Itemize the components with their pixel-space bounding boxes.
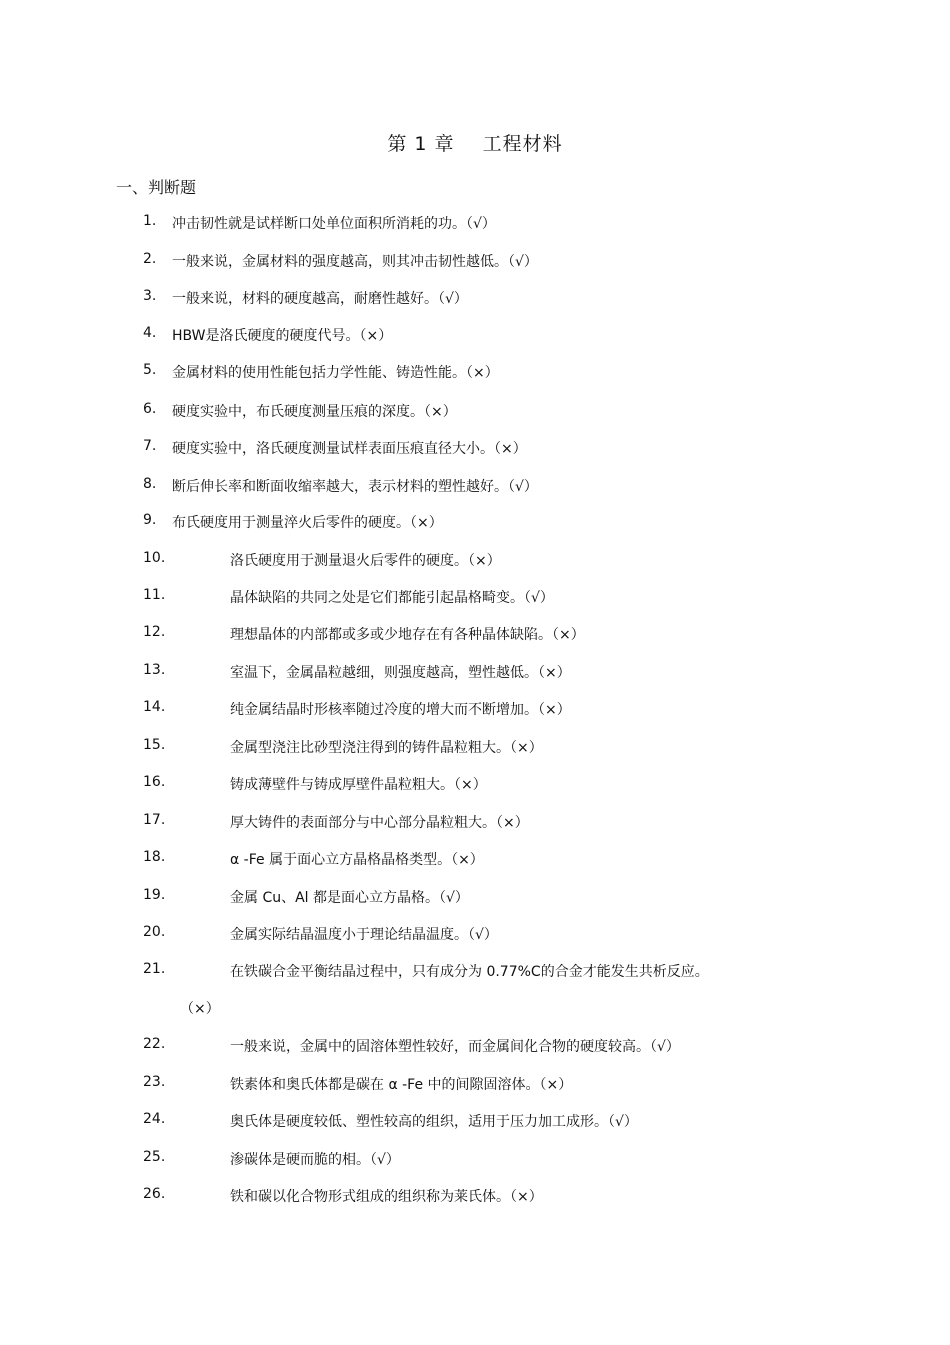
question-text: 一般来说，材料的硬度越高，耐磨性越好。（√） — [172, 291, 468, 307]
question-text: 铁素体和奥氏体都是碳在 α -Fe 中的间隙固溶体。（×） — [230, 1077, 573, 1093]
question-number: 11. — [143, 587, 166, 603]
question-number: 9. — [143, 512, 157, 528]
question-text: 奥氏体是硬度较低、塑性较高的组织，适用于压力加工成形。（√） — [230, 1114, 638, 1130]
question-number: 22. — [143, 1036, 166, 1052]
question-number: 21. — [143, 961, 166, 977]
question-text: 金属 Cu、Al 都是面心立方晶格。（√） — [230, 890, 469, 906]
question-text: 厚大铸件的表面部分与中心部分晶粒粗大。（×） — [230, 815, 529, 831]
question-number: 15. — [143, 737, 166, 753]
question-number: 13. — [143, 662, 166, 678]
question-number: 25. — [143, 1149, 166, 1165]
question-text: 室温下，金属晶粒越细，则强度越高，塑性越低。（×） — [230, 665, 571, 681]
question-number: 17. — [143, 812, 166, 828]
question-number: 19. — [143, 887, 166, 903]
question-number: 23. — [143, 1074, 166, 1090]
question-text: 洛氏硬度用于测量退火后零件的硬度。（×） — [230, 553, 501, 569]
question-number: 16. — [143, 774, 166, 790]
question-text: α -Fe 属于面心立方晶格晶格类型。（×） — [230, 852, 484, 868]
chapter-title: 第 1 章 工程材料 — [387, 133, 563, 155]
question-number: 18. — [143, 849, 166, 865]
question-number: 4. — [143, 325, 157, 341]
question-text: 渗碳体是硬而脆的相。（√） — [230, 1152, 400, 1168]
question-text: 金属材料的使用性能包括力学性能、铸造性能。（×） — [172, 365, 499, 381]
question-number: 12. — [143, 624, 166, 640]
question-text: 在铁碳合金平衡结晶过程中，只有成分为 0.77%C的合金才能发生共析反应。 — [230, 964, 709, 980]
question-text: 硬度实验中，布氏硬度测量压痕的深度。（×） — [172, 404, 457, 420]
question-text: HBW是洛氏硬度的硬度代号。（×） — [172, 328, 393, 344]
section-heading: 一、判断题 — [116, 178, 197, 197]
question-number: 3. — [143, 288, 157, 304]
question-text: 硬度实验中，洛氏硬度测量试样表面压痕直径大小。（×） — [172, 441, 527, 457]
question-number: 24. — [143, 1111, 166, 1127]
question-number: 7. — [143, 438, 157, 454]
question-text: 一般来说，金属中的固溶体塑性较好，而金属间化合物的硬度较高。（√） — [230, 1039, 680, 1055]
question-text: 晶体缺陷的共同之处是它们都能引起晶格畸变。（√） — [230, 590, 554, 606]
question-text: 理想晶体的内部都或多或少地存在有各种晶体缺陷。（×） — [230, 627, 585, 643]
question-number: 1. — [143, 213, 157, 229]
question-number: 26. — [143, 1186, 166, 1202]
question-number: 5. — [143, 362, 157, 378]
question-text: 金属型浇注比砂型浇注得到的铸件晶粒粗大。（×） — [230, 740, 543, 756]
question-number: 10. — [143, 550, 166, 566]
question-text: 铸成薄壁件与铸成厚壁件晶粒粗大。（×） — [230, 777, 487, 793]
question-number: 2. — [143, 251, 157, 267]
question-text: 断后伸长率和断面收缩率越大，表示材料的塑性越好。（√） — [172, 479, 538, 495]
question-number: 8. — [143, 476, 157, 492]
question-text: 铁和碳以化合物形式组成的组织称为莱氏体。（×） — [230, 1189, 543, 1205]
question-number: 20. — [143, 924, 166, 940]
question-number: 6. — [143, 401, 157, 417]
question-text: 一般来说，金属材料的强度越高，则其冲击韧性越低。（√） — [172, 254, 538, 270]
question-text: 金属实际结晶温度小于理论结晶温度。（√） — [230, 927, 498, 943]
question-text: 冲击韧性就是试样断口处单位面积所消耗的功。（√） — [172, 216, 496, 232]
question-text: 布氏硬度用于测量淬火后零件的硬度。（×） — [172, 515, 443, 531]
question-continuation: （×） — [180, 1001, 220, 1017]
question-number: 14. — [143, 699, 166, 715]
question-text: 纯金属结晶时形核率随过冷度的增大而不断增加。（×） — [230, 702, 571, 718]
